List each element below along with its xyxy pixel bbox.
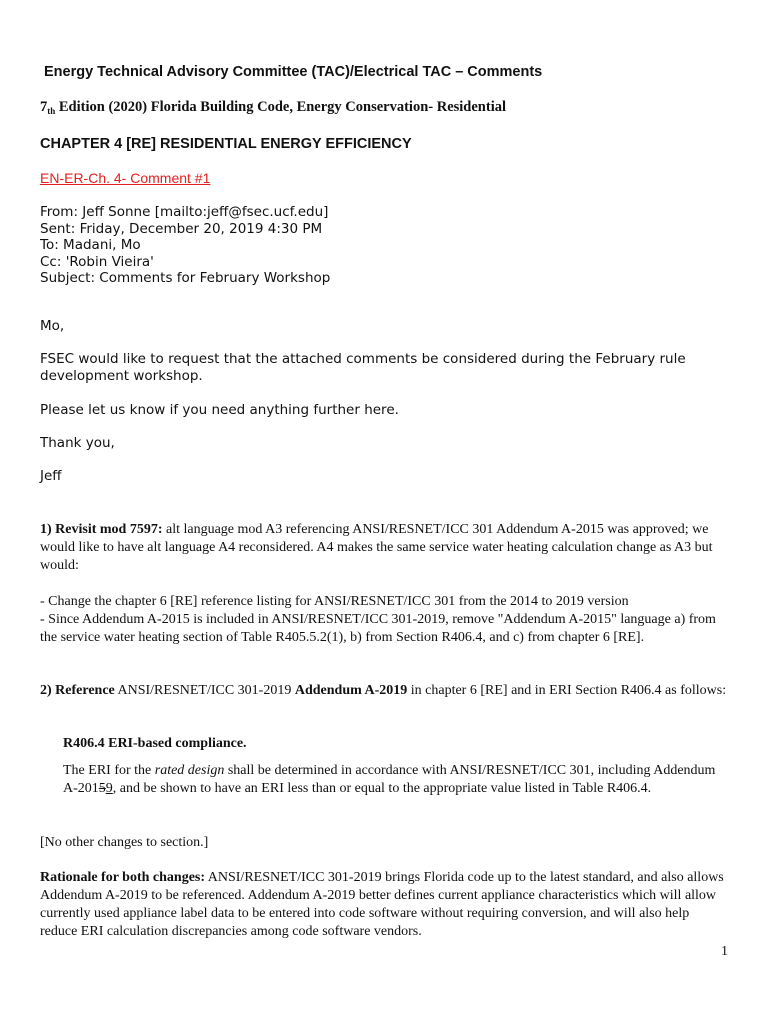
item-1-paragraph [40,521,730,575]
inserted-text: 9 [105,781,113,796]
rationale-paragraph [40,869,730,941]
rationale-lead: Rationale for both changes: [40,870,206,885]
item-1-text: alt language mod A3 referencing ANSI/RESNET/ICC 301 Addendum A-2015 was approved; we would like to have alt language A4 reconsidered. A4 makes the same service water heating calculation change as A3 but would: [40,522,713,573]
item-2-lead: 2) Reference [40,683,115,698]
rationale-text: ANSI/RESNET/ICC 301-2019 brings Florida code up to the latest standard, and also allows Addendum A-2019 to be referenced. Addendum A-2019 better defines current appliance characteristics which will allow currently used appliance label data to be entered into code software without requiring conversion, and will also help reduce ERI calculation discrepancies among code software vendors. [40,870,724,939]
item-1-bullet-2: - Since Addendum A-2015 is included in ANSI/RESNET/ICC 301-2019, remove "Addendum A-2015" language a) from the service water heating section of Table R405.5.2(1), b) from Section R406.4, and c) from chapter 6 [RE]. [40,612,716,645]
edition-number: 7 [40,99,48,115]
email-body-followup: Please let us know if you need anything further here. [40,402,399,418]
email-to: To: Madani, Mo [40,237,141,253]
email-header [40,204,740,287]
item-2-paragraph [40,682,730,700]
edition-heading [40,99,506,116]
page-number: 1 [721,944,728,959]
section-note: [No other changes to section.] [40,835,209,850]
email-greeting: Mo, [40,318,65,334]
comment-id-link[interactable]: EN-ER-Ch. 4- Comment #1 [40,170,211,186]
item-1-lead: 1) Revisit mod 7597: [40,522,163,537]
rated-design-term: rated design [154,763,225,778]
email-from: From: Jeff Sonne [mailto:jeff@fsec.ucf.edu] [40,204,329,220]
chapter-heading: CHAPTER 4 [RE] RESIDENTIAL ENERGY EFFICIENCY [40,136,412,152]
section-body: The ERI for the rated design shall be determined in accordance with ANSI/RESNET/ICC 301, including Addendum A-20159, and be shown to have an ERI less than or equal to the appropriate value listed in Table R406.4. [63,763,716,796]
email-sent: Sent: Friday, December 20, 2019 4:30 PM [40,220,323,237]
item-2-text-b: in chapter 6 [RE] and in ERI Section R406.4 as follows: [407,683,727,698]
email-cc: Cc: 'Robin Vieira' [40,253,154,270]
section-title: R406.4 ERI-based compliance. [63,736,247,751]
edition-text: Edition (2020) Florida Building Code, Energy Conservation- Residential [58,99,507,115]
edition-suffix: th [47,106,56,116]
email-thanks: Thank you, [40,435,115,451]
email-signature: Jeff [40,468,62,484]
email-subject: Subject: Comments for February Workshop [40,270,331,286]
deleted-text: 5 [98,781,106,796]
email-body-request: FSEC would like to request that the attached comments be considered during the February rule development workshop. [40,351,686,384]
item-1-bullet-1: - Change the chapter 6 [RE] reference listing for ANSI/RESNET/ICC 301 from the 2014 to 2019 version [40,594,629,609]
item-2-text-a: ANSI/RESNET/ICC 301-2019 [114,683,295,698]
item-2-addendum: Addendum A-2019 [294,683,408,698]
document-title: Energy Technical Advisory Committee (TAC)/Electrical TAC – Comments [44,64,543,80]
